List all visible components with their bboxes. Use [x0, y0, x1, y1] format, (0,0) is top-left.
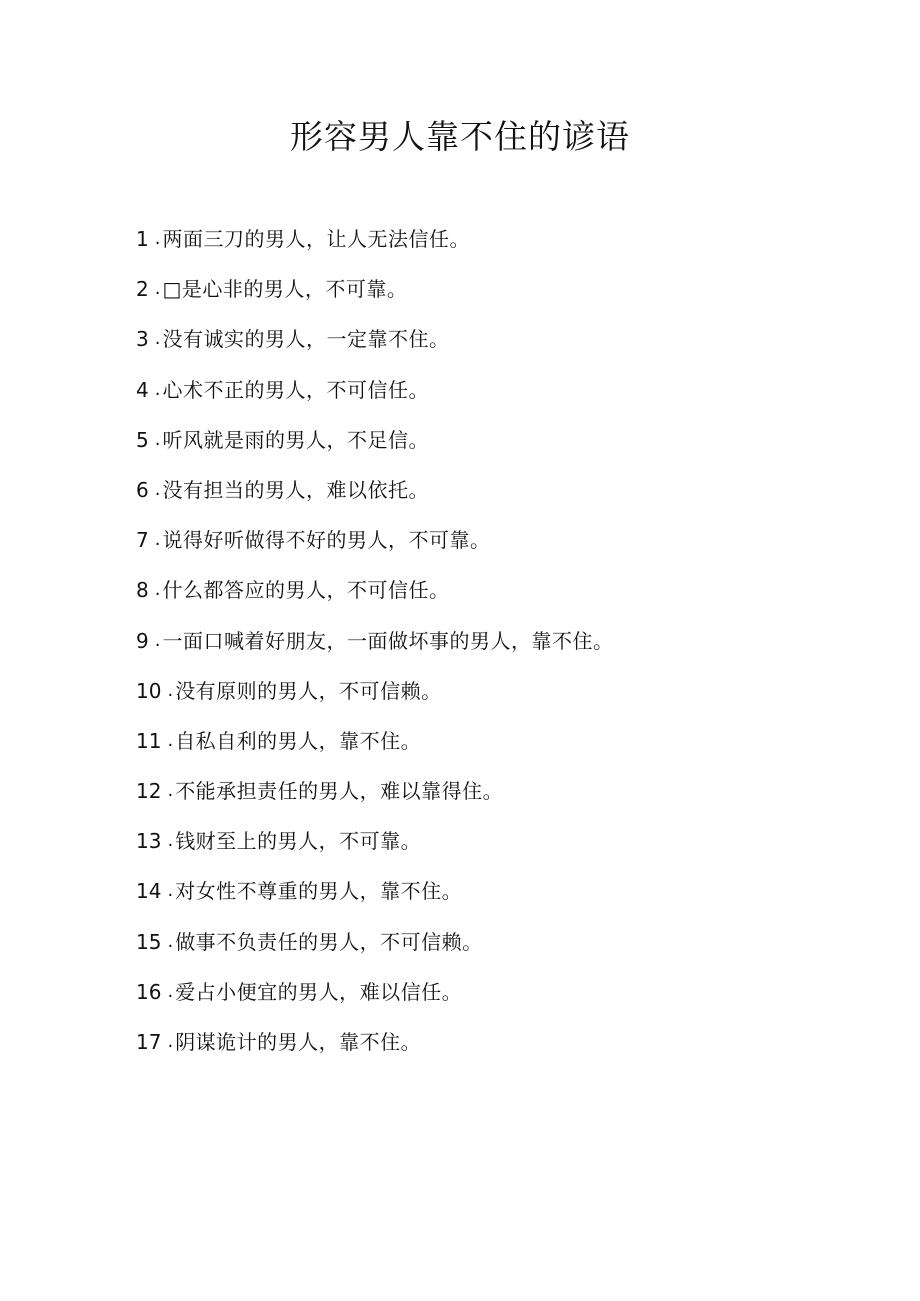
list-item — [136, 222, 613, 272]
item-separator: . — [154, 428, 161, 450]
list-item — [136, 272, 613, 322]
item-number: 5 — [136, 427, 149, 452]
item-number: 13 — [136, 829, 162, 854]
list-item — [136, 624, 613, 674]
item-separator: . — [167, 980, 174, 1002]
list-item — [136, 925, 613, 975]
item-separator: . — [167, 780, 174, 802]
item-number: 4 — [136, 377, 149, 402]
item-separator: . — [154, 228, 161, 249]
item-separator: . — [167, 930, 174, 952]
list-item — [136, 975, 613, 1025]
item-number: 11 — [136, 728, 162, 753]
item-text: 不能承担责任的男人，难以靠得住。 — [175, 779, 504, 804]
list-item — [136, 373, 613, 423]
item-number: 6 — [136, 477, 149, 502]
item-number: 7 — [136, 528, 149, 553]
list-item — [136, 523, 613, 573]
item-separator: . — [154, 478, 161, 500]
page-title: 形容男人靠不住的谚语 — [290, 117, 630, 156]
item-separator: . — [154, 328, 161, 350]
item-text: 阴谋诡计的男人，靠不住。 — [175, 1030, 422, 1054]
item-number: 15 — [136, 929, 162, 954]
item-text: 说得好听做得不好的男人，不可靠。 — [162, 528, 491, 553]
item-text: 对女性不尊重的男人，靠不住。 — [175, 879, 463, 904]
item-separator: . — [167, 830, 174, 852]
proverb-list — [136, 222, 613, 1075]
list-item — [136, 1025, 613, 1075]
item-number: 8 — [136, 578, 149, 603]
item-text: 没有原则的男人，不可信赖。 — [175, 678, 442, 703]
list-item — [136, 423, 613, 473]
item-separator: . — [154, 579, 161, 601]
item-number: 14 — [136, 879, 162, 904]
item-text: 两面三刀的男人，让人无法信任。 — [162, 227, 470, 251]
list-item — [136, 724, 613, 774]
list-item — [136, 322, 613, 372]
item-separator: . — [167, 1031, 174, 1052]
item-text: 做事不负责任的男人，不可信赖。 — [175, 929, 483, 954]
item-number: 10 — [136, 678, 162, 703]
item-number: 16 — [136, 979, 162, 1004]
item-separator: . — [154, 378, 161, 400]
list-item — [136, 674, 613, 724]
item-text: 爱占小便宜的男人，难以信任。 — [175, 979, 463, 1004]
item-number: 1 — [136, 227, 149, 251]
item-separator: . — [167, 679, 174, 701]
item-separator: . — [154, 278, 161, 300]
item-text: 没有诚实的男人，一定靠不住。 — [162, 327, 450, 352]
item-text: 一面口喊着好朋友，一面做坏事的男人，靠不住。 — [162, 628, 614, 653]
item-separator: . — [167, 880, 174, 902]
item-text: 没有担当的男人，难以依托。 — [162, 477, 429, 502]
item-number: 2 — [136, 277, 149, 302]
item-text: 什么都答应的男人，不可信任。 — [162, 578, 450, 603]
list-item — [136, 573, 613, 623]
item-separator: . — [154, 629, 161, 651]
item-number: 17 — [136, 1030, 162, 1054]
list-item — [136, 824, 613, 874]
item-text: □是心非的男人，不可靠。 — [162, 277, 408, 302]
item-separator: . — [167, 729, 174, 751]
list-item — [136, 473, 613, 523]
item-number: 9 — [136, 628, 149, 653]
item-text: 听风就是雨的男人，不足信。 — [162, 427, 429, 452]
item-number: 3 — [136, 327, 149, 352]
item-text: 钱财至上的男人，不可靠。 — [175, 829, 422, 854]
list-item — [136, 874, 613, 924]
list-item — [136, 774, 613, 824]
item-text: 自私自利的男人，靠不住。 — [175, 728, 422, 753]
item-number: 12 — [136, 779, 162, 804]
item-text: 心术不正的男人，不可信任。 — [162, 377, 429, 402]
item-separator: . — [154, 529, 161, 551]
